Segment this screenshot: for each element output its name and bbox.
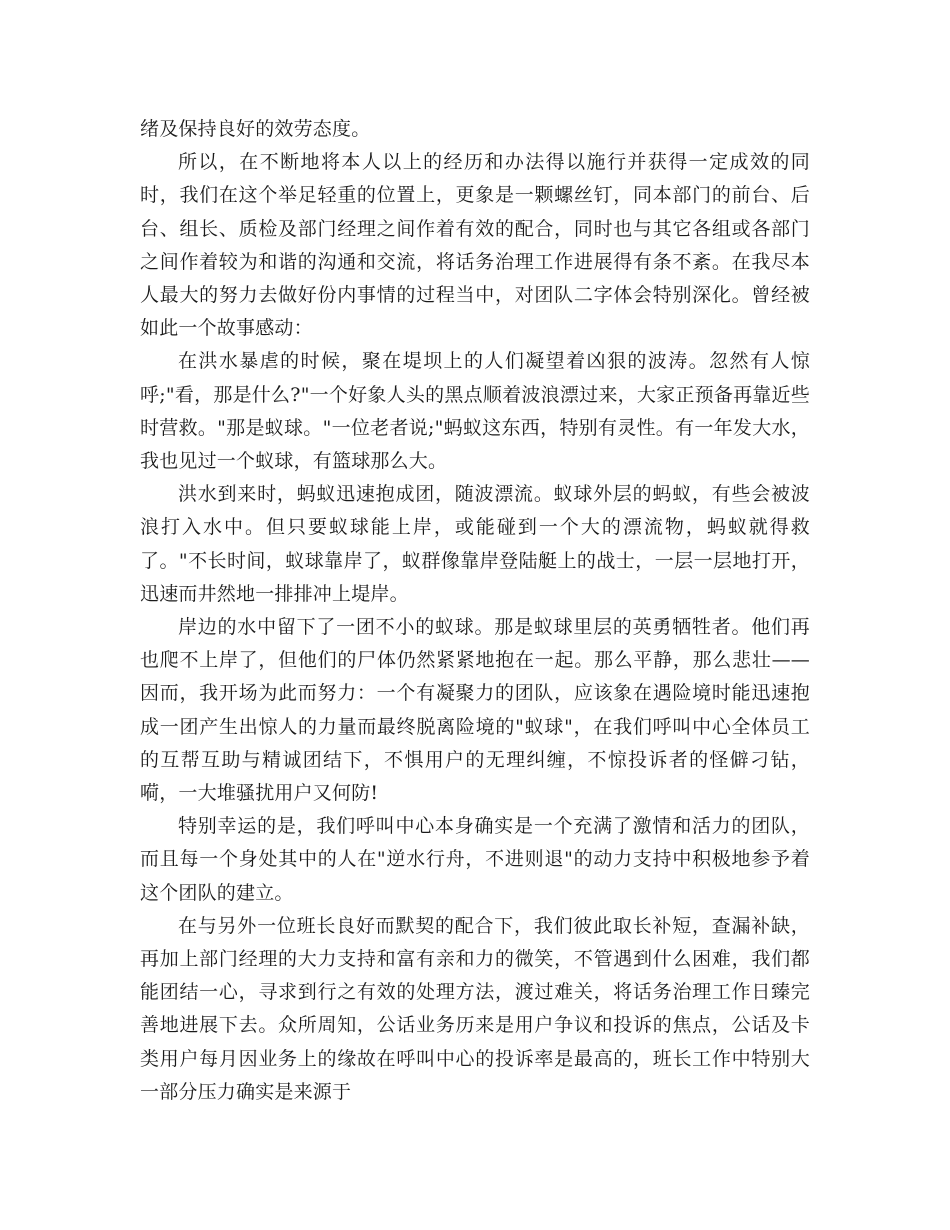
paragraph: 绪及保持良好的效劳态度。 — [140, 118, 371, 140]
paragraph: 岸边的水中留下了一团不小的蚁球。那是蚁球里层的英勇牺牲者。他们再也爬不上岸了，但他们的尸体仍然紧紧地抱在一起。那么平静，那么悲壮——因而，我开场为此而努力：一个有凝聚力的团队，应该象在遇险境时能迅速抱成一团产生出惊人的力量而最终脱离险境的"蚁球"，在我们呼叫中心全体员工的互帮互助与精诚团结下，不惧用户的无理纠缠，不惊投诉者的怪僻刁钻，嗬，一大堆骚扰用户又何防! — [140, 616, 810, 805]
paragraph: 所以，在不断地将本人以上的经历和办法得以施行并获得一定成效的同时，我们在这个举足轻重的位置上，更象是一颗螺丝钉，同本部门的前台、后台、组长、质检及部门经理之间作着有效的配合，同时也与其它各组或各部门之间作着较为和谐的沟通和交流，将话务治理工作进展得有条不紊。在我尽本人最大的努力去做好份内事情的过程当中，对团队二字体会特别深化。曾经被如此一个故事感动： — [140, 151, 810, 340]
paragraph: 在洪水暴虐的时候，聚在堤坝上的人们凝望着凶狠的波涛。忽然有人惊呼;"看，那是什么?"一个好象人头的黑点顺着波浪漂过来，大家正预备再靠近些时营救。"那是蚁球。"一位老者说;"蚂蚁这东西，特别有灵性。有一年发大水，我也见过一个蚁球，有篮球那么大。 — [140, 350, 810, 473]
paragraph: 洪水到来时，蚂蚁迅速抱成团，随波漂流。蚁球外层的蚂蚁，有些会被波浪打入水中。但只要蚁球能上岸，或能碰到一个大的漂流物，蚂蚁就得救了。"不长时间，蚁球靠岸了，蚁群像靠岸登陆艇上的战士，一层一层地打开，迅速而井然地一排排冲上堤岸。 — [140, 483, 810, 605]
paragraph: 特别幸运的是，我们呼叫中心本身确实是一个充满了激情和活力的团队，而且每一个身处其中的人在"逆水行舟，不进则退"的动力支持中积极地参予着这个团队的建立。 — [140, 815, 810, 904]
document-body — [140, 113, 810, 1109]
paragraph: 在与另外一位班长良好而默契的配合下，我们彼此取长补短，查漏补缺，再加上部门经理的大力支持和富有亲和力的微笑，不管遇到什么困难，我们都能团结一心，寻求到行之有效的处理方法，渡过难关，将话务治理工作日臻完善地进展下去。众所周知，公话业务历来是用户争议和投诉的焦点，公话及卡类用户每月因业务上的缘故在呼叫中心的投诉率是最高的，班长工作中特别大一部分压力确实是来源于 — [140, 914, 810, 1103]
